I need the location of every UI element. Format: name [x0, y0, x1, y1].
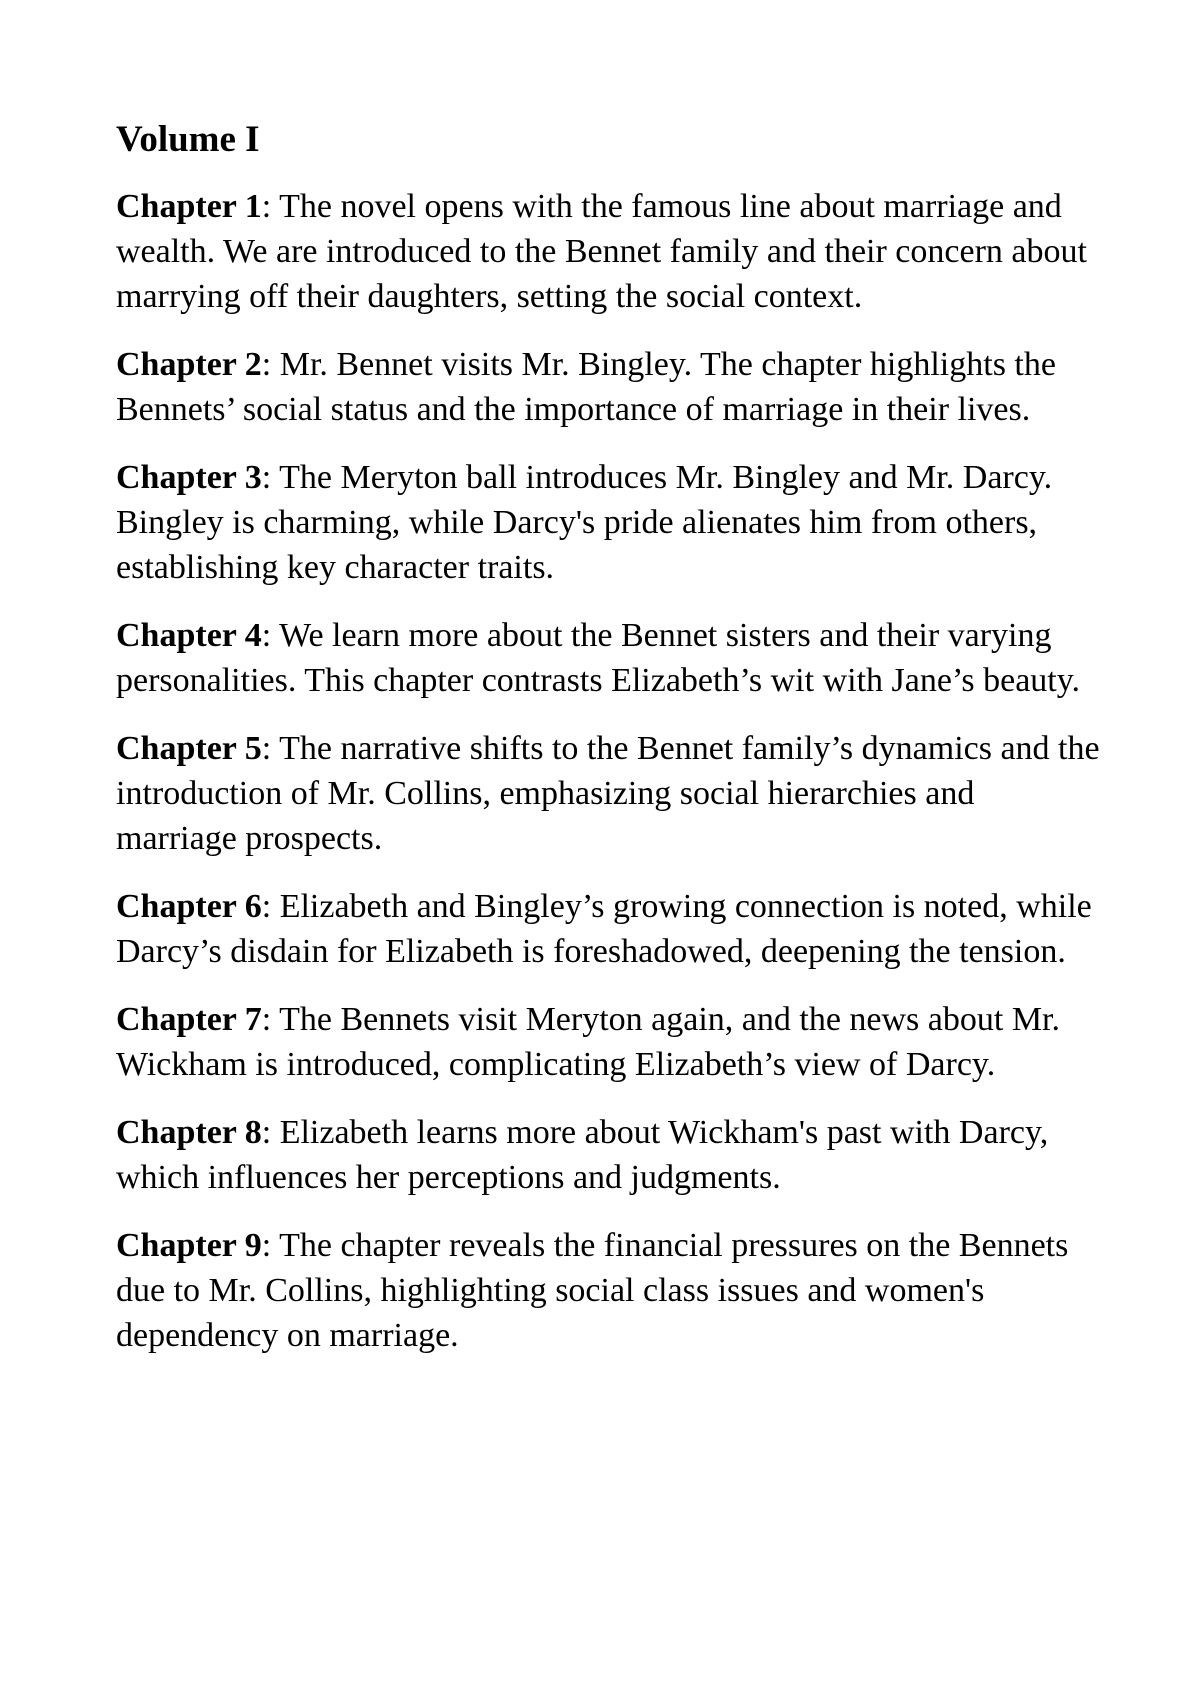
chapter-label: Chapter 6 — [116, 888, 262, 925]
chapter-summary-7 — [116, 997, 1100, 1087]
volume-title: Volume I — [116, 119, 260, 160]
chapter-summary-1 — [116, 184, 1100, 319]
chapter-summary-8 — [116, 1110, 1100, 1200]
chapter-text: : The chapter reveals the financial pressures on the Bennets due to Mr. Collins, highlighting social class issues and women's dependency on marriage. — [116, 1227, 1069, 1354]
chapter-summary-5 — [116, 726, 1100, 861]
chapter-label: Chapter 7 — [116, 1001, 262, 1038]
chapter-label: Chapter 9 — [116, 1227, 262, 1264]
chapter-text: : The novel opens with the famous line about marriage and wealth. We are introduced to the Bennet family and their concern about marrying off their daughters, setting the social context. — [116, 188, 1087, 315]
chapter-label: Chapter 5 — [116, 730, 262, 767]
chapter-label: Chapter 8 — [116, 1114, 262, 1151]
chapter-text: : The Bennets visit Meryton again, and the news about Mr. Wickham is introduced, complicating Elizabeth’s view of Darcy. — [116, 1001, 1061, 1083]
chapter-text: : Mr. Bennet visits Mr. Bingley. The chapter highlights the Bennets’ social status and the importance of marriage in their lives. — [116, 346, 1056, 428]
chapter-text: : The narrative shifts to the Bennet family’s dynamics and the introduction of Mr. Collins, emphasizing social hierarchies and marriage prospects. — [116, 730, 1100, 857]
chapter-label: Chapter 2 — [116, 346, 262, 383]
chapter-summary-2 — [116, 342, 1100, 432]
chapter-text: : We learn more about the Bennet sisters and their varying personalities. This chapter contrasts Elizabeth’s wit with Jane’s beauty. — [116, 617, 1081, 699]
chapter-text: : Elizabeth learns more about Wickham's past with Darcy, which influences her perceptions and judgments. — [116, 1114, 1049, 1196]
chapter-label: Chapter 1 — [116, 188, 262, 225]
chapter-summary-9 — [116, 1223, 1100, 1358]
chapter-text: : Elizabeth and Bingley’s growing connection is noted, while Darcy’s disdain for Elizabeth is foreshadowed, deepening the tension. — [116, 888, 1092, 970]
chapter-text: : The Meryton ball introduces Mr. Bingley and Mr. Darcy. Bingley is charming, while Darcy's pride alienates him from others, establishing key character traits. — [116, 459, 1053, 586]
chapter-summary-3 — [116, 455, 1100, 590]
chapter-summary-6 — [116, 884, 1100, 974]
chapter-summary-4 — [116, 613, 1100, 703]
chapter-label: Chapter 4 — [116, 617, 262, 654]
chapter-label: Chapter 3 — [116, 459, 262, 496]
